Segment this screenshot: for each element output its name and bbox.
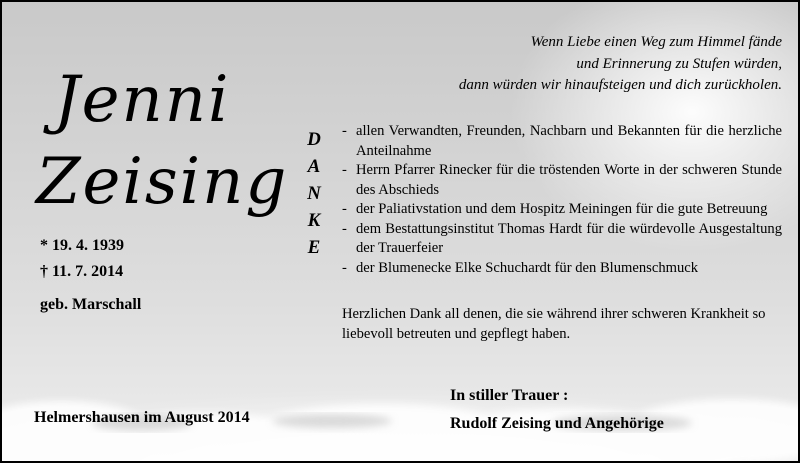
thanks-list — [342, 122, 782, 278]
mourning-signature — [450, 382, 664, 438]
birth-date: * 19. 4. 1939 — [40, 237, 124, 254]
list-dash: - — [342, 259, 347, 276]
death-date: † 11. 7. 2014 — [40, 263, 124, 280]
poem-line: und Erinnerung zu Stufen würden, — [576, 55, 782, 72]
first-name: Jenni — [54, 63, 231, 137]
list-item-text: der Blumenecke Elke Schuchardt für den Blumenschmuck — [356, 259, 699, 276]
list-dash: - — [342, 201, 347, 217]
list-item-text: dem Bestattungsinstitut Thomas Hardt für die würdevolle Ausgestaltung der Trauerfeier — [356, 220, 782, 256]
list-item-text: allen Verwandten, Freunden, Nachbarn und Bekannten für die herzliche Anteilnahme — [356, 123, 782, 159]
danke-vertical — [302, 126, 326, 261]
mourning-heading: In stiller Trauer : — [450, 387, 569, 404]
list-item — [342, 220, 782, 259]
list-item-text: Herrn Pfarrer Rinecker für die tröstenden Worte in der schweren Stunde des Abschieds — [356, 162, 782, 198]
danke-letter: A — [307, 156, 321, 177]
list-item-text: der Paliativstation und dem Hospitz Meiningen für die gute Betreuung — [356, 201, 768, 217]
clouds-image — [2, 351, 798, 461]
danke-letter: D — [307, 129, 321, 150]
list-item — [342, 122, 782, 161]
closing-text: Herzlichen Dank all denen, die sie während ihrer schweren Krankheit so liebevoll betreuten und gepflegt haben. — [342, 306, 766, 342]
list-item — [342, 259, 782, 279]
danke-letter: N — [307, 183, 321, 204]
list-dash: - — [342, 123, 347, 139]
place-date: Helmershausen im August 2014 — [34, 409, 250, 426]
mourning-names: Rudolf Zeising und Angehörige — [450, 415, 664, 432]
last-name: Zeising — [36, 145, 289, 219]
list-dash: - — [342, 220, 347, 237]
maiden-name: geb. Marschall — [40, 296, 142, 313]
poem-line: Wenn Liebe einen Weg zum Himmel fände — [530, 34, 782, 50]
list-dash: - — [342, 162, 347, 178]
life-dates — [40, 233, 124, 285]
poem-line: dann würden wir hinaufsteigen und dich zurückholen. — [458, 77, 782, 93]
list-item — [342, 161, 782, 200]
poem — [362, 32, 782, 97]
danke-letter: K — [307, 210, 321, 231]
list-item — [342, 200, 782, 220]
danke-letter: E — [307, 237, 321, 258]
